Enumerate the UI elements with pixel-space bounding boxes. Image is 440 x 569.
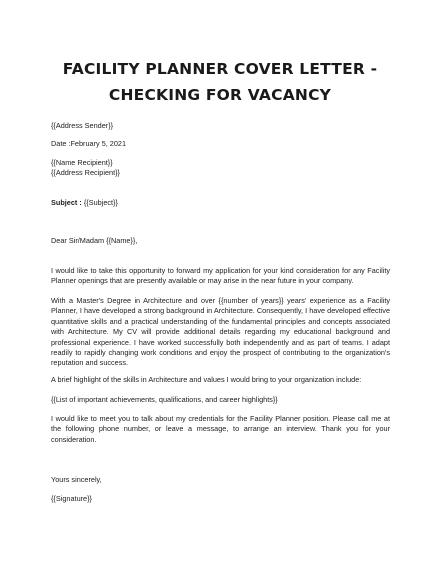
date-line: [51, 139, 126, 149]
address-recipient: {{Address Recipient}}: [51, 168, 120, 177]
subject-value: {{Subject}}: [81, 198, 118, 207]
subject-line: [51, 198, 118, 208]
paragraph-highlights-intro: A brief highlight of the skills in Architecture and values I would bring to your organization include:: [51, 375, 362, 384]
achievements-list-placeholder: {{List of important achievements, qualifications, and career highlights}}: [51, 395, 278, 404]
salutation: Dear Sir/Madam {{Name}},: [51, 236, 138, 245]
signature-placeholder: {{Signature}}: [51, 494, 92, 503]
subject-label: Subject :: [51, 198, 82, 207]
address-sender: {{Address Sender}}: [51, 121, 114, 130]
date-value: February 5, 2021: [70, 139, 127, 148]
paragraph-closing: I would like to meet you to talk about my credentials for the Facility Planner position. Please call me at the following phone number, or leave a message, to arrange an interview. Thank you for your consideration.: [51, 414, 390, 444]
paragraph-intro: I would like to take this opportunity to forward my application for your kind consideration for any Facility Planner openings that are presently available or may arise in the near future in your company.: [51, 266, 390, 286]
name-recipient: {{Name Recipient}}: [51, 158, 113, 167]
closing-phrase: Yours sincerely,: [51, 475, 102, 484]
date-label: Date :: [51, 139, 71, 148]
paragraph-experience: With a Master's Degree in Architecture and over {{number of years}} years' experience as a Facility Planner, I have developed a strong background in Architecture. Consequently, I have developed effective quantitative skills and a practical understanding of the fundamental principles and concepts associated with Architecture. My CV will provide additional details regarding my educational background and professional experience. I have worked successfully both independently and as part of teams. I adapt readily to rapidly changing work conditions and enjoy the prospect of contributing to the organization's reputation and success.: [51, 296, 390, 368]
page-title-line-1: FACILITY PLANNER COVER LETTER -: [62, 60, 378, 78]
page-title-line-2: CHECKING FOR VACANCY: [108, 86, 332, 104]
